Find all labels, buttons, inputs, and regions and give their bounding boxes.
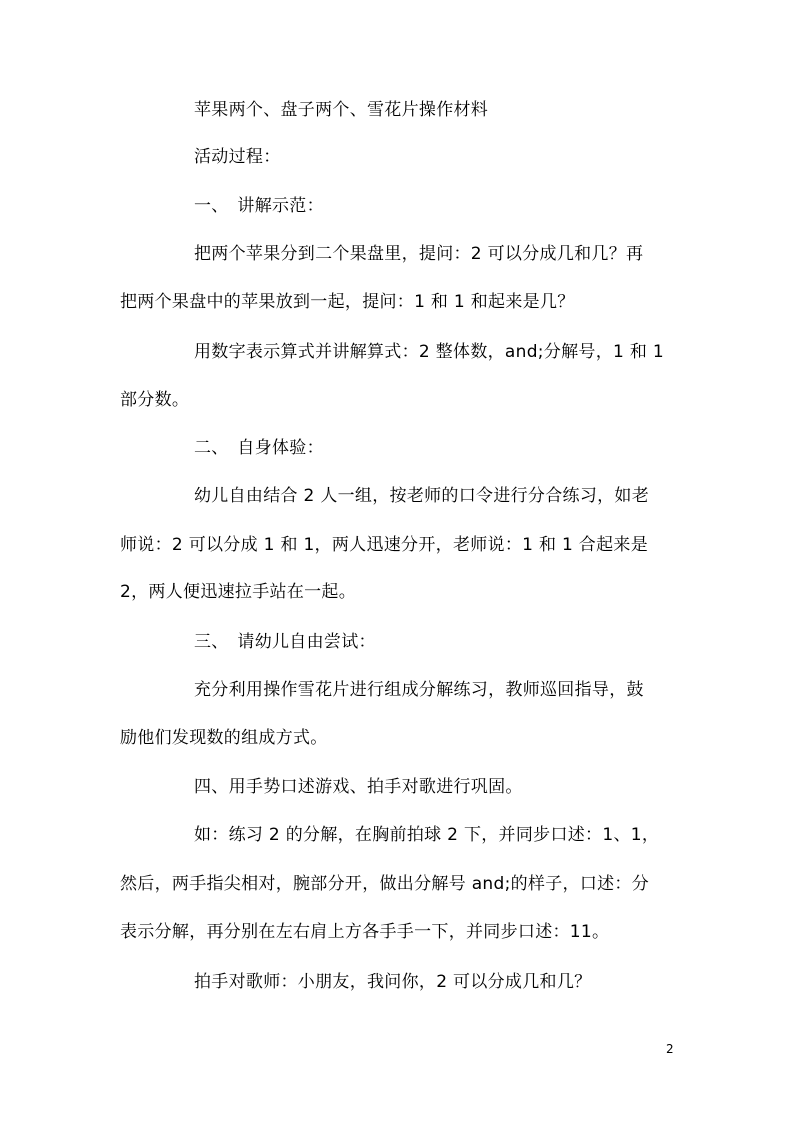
body-text-line: 充分利用操作雪花片进行组成分解练习，教师巡回指导，鼓: [194, 680, 644, 700]
body-text-line: 把两个苹果分到二个果盘里，提问：2 可以分成几和几？再: [194, 244, 644, 264]
section-heading: 二、 自身体验：: [194, 438, 324, 458]
body-text-line: 用数字表示算式并讲解算式：2 整体数，and;分解号，1 和 1: [194, 342, 664, 362]
body-text-line: 2，两人便迅速拉手站在一起。: [120, 582, 357, 602]
body-text-line: 幼儿自由结合 2 人一组，按老师的口令进行分合练习，如老: [194, 486, 650, 506]
body-text-line: 拍手对歌师：小朋友，我问你，2 可以分成几和几？: [194, 972, 592, 992]
body-text-line: 励他们发现数的组成方式。: [120, 728, 328, 748]
body-text-line: 部分数。: [120, 390, 190, 410]
body-text-line: 表示分解，再分别在左右肩上方各手手一下，并同步口述：11。: [120, 922, 610, 942]
body-text-line: 如：练习 2 的分解，在胸前拍球 2 下，并同步口述：1、1，: [194, 825, 660, 845]
body-text-line: 苹果两个、盘子两个、雪花片操作材料: [194, 100, 489, 120]
body-text-line: 把两个果盘中的苹果放到一起，提问：1 和 1 和起来是几？: [120, 292, 575, 312]
section-heading: 一、 讲解示范：: [194, 196, 324, 216]
section-heading: 三、 请幼儿自由尝试：: [194, 632, 376, 652]
body-text-line: 活动过程：: [194, 147, 281, 167]
section-heading: 四、用手势口述游戏、拍手对歌进行巩固。: [194, 777, 523, 797]
body-text-line: 然后，两手指尖相对，腕部分开，做出分解号 and;的样子，口述：分: [120, 874, 650, 894]
page-number: 2: [666, 1042, 674, 1056]
body-text-line: 师说：2 可以分成 1 和 1，两人迅速分开，老师说：1 和 1 合起来是: [120, 535, 649, 555]
